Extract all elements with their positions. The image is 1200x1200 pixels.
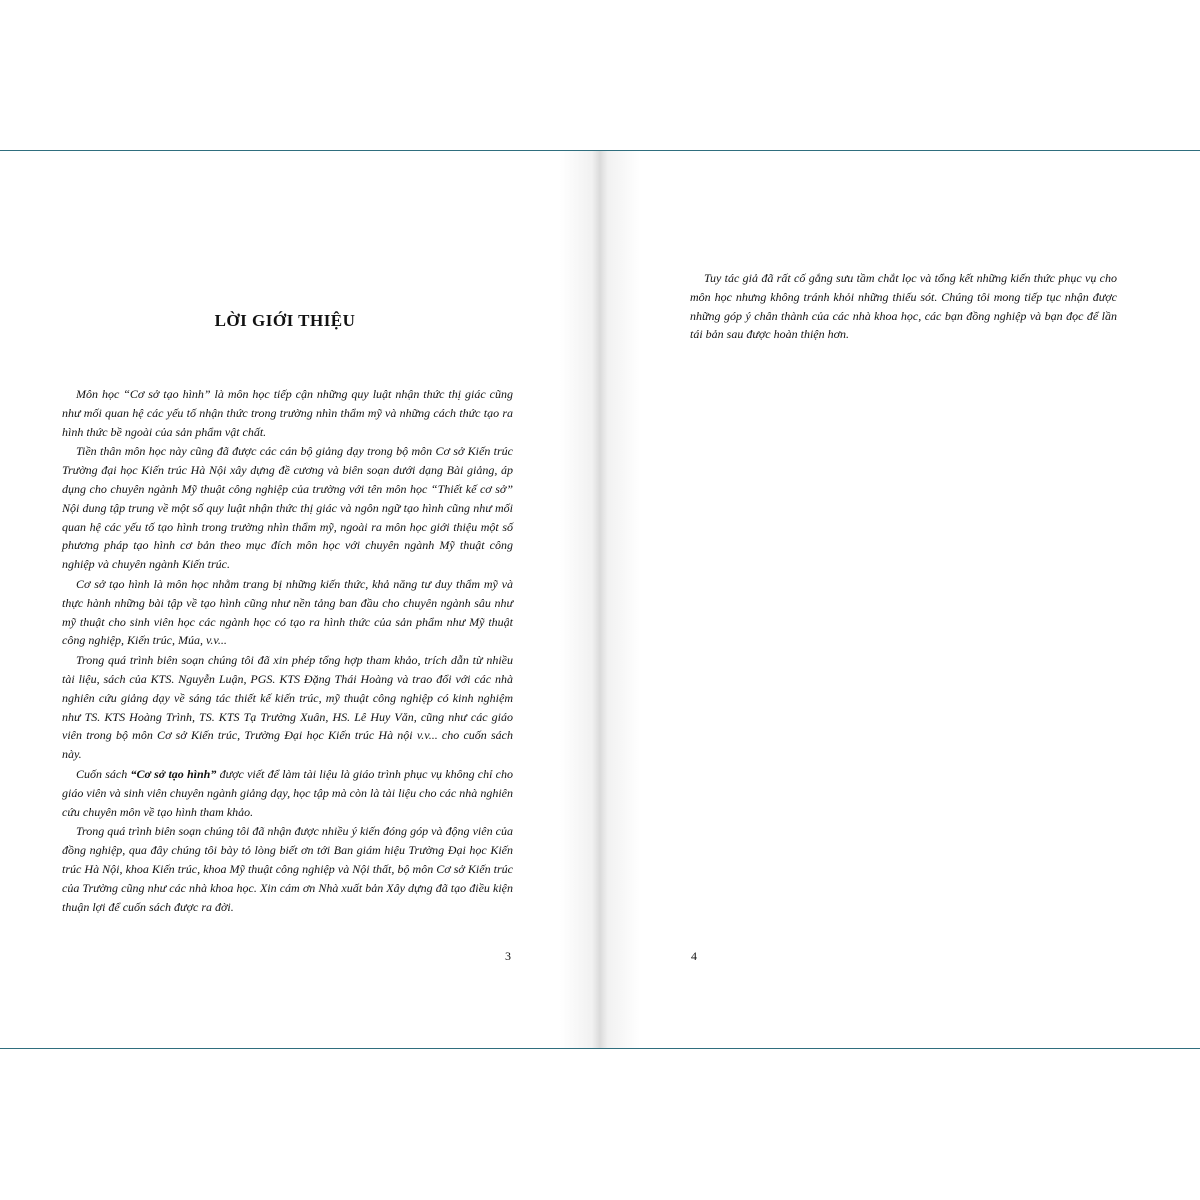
right-page-body [690, 269, 1117, 345]
paragraph: Tuy tác giả đã rất cố gắng sưu tầm chắt lọc và tổng kết những kiến thức phục vụ cho môn học nhưng không tránh khỏi những thiếu sót. Chúng tôi mong tiếp tục nhận được những góp ý chân thành của các nhà khoa học, các bạn đồng nghiệp và bạn đọc để lần tái bản sau được hoàn thiện hơn. [690, 271, 1117, 342]
page-number: 4 [691, 949, 697, 963]
bottom-border-line [0, 1048, 1200, 1049]
paragraph: Trong quá trình biên soạn chúng tôi đã nhận được nhiều ý kiến đóng góp và động viên của đồng nghiệp, qua đây chúng tôi bày tỏ lòng biết ơn tới Ban giám hiệu Trường Đại học Kiến trúc Hà Nội, khoa Kiến trúc, khoa Mỹ thuật công nghiệp và Nội thất, bộ môn Cơ sở Kiến trúc của Trường cũng như các nhà khoa học. Xin cám ơn Nhà xuất bản Xây dựng đã tạo điều kiện thuận lợi để cuốn sách được ra đời. [62, 824, 513, 914]
left-page [0, 151, 600, 1048]
paragraph: Cơ sở tạo hình là môn học nhằm trang bị những kiến thức, khả năng tư duy thẩm mỹ và thực hành những bài tập về tạo hình cũng như nền tảng ban đầu cho chuyên ngành sâu như mỹ thuật cho sinh viên học các ngành học có tạo ra hình thức của sản phẩm như Mỹ thuật công nghiệp, Kiến trúc, Múa, v.v... [62, 576, 513, 648]
paragraph-rest: được viết để làm tài liệu là giáo trình phục vụ không chỉ cho giáo viên và sinh viên chuyên ngành giảng dạy, học tập mà còn là tài liệu cho các nhà nghiên cứu chuyên môn về tạo hình tham khảo. [62, 766, 513, 819]
paragraph: Môn học “Cơ sở tạo hình” là môn học tiếp cận những quy luật nhận thức thị giác cũng như mối quan hệ các yếu tố nhận thức trong trường nhìn thẩm mỹ và những cách thức tạo ra hình thức bề ngoài của sản phẩm vật chất. [62, 387, 513, 439]
book-spread [0, 151, 1200, 1048]
paragraph: Trong quá trình biên soạn chúng tôi đã xin phép tổng hợp tham khảo, trích dẫn từ nhiều tài liệu, sách của KTS. Nguyễn Luận, PGS. KTS Đặng Thái Hoàng và trao đổi với các nhà nghiên cứu giảng dạy về sáng tác thiết kế kiến trúc, mỹ thuật công nghiệp có kinh nghiệm như TS. KTS Hoàng Trình, TS. KTS Tạ Trường Xuân, HS. Lê Huy Văn, cũng như các giáo viên trong bộ môn Cơ sở Kiến trúc, Trường Đại học Kiến trúc Hà nội v.v... cho cuốn sách này. [62, 653, 513, 762]
book-title-emphasis: “Cơ sở tạo hình” [130, 766, 217, 781]
paragraph-lead: Cuốn sách [76, 766, 131, 781]
right-page [600, 151, 1200, 1048]
page-number: 3 [505, 949, 511, 963]
paragraph: Tiền thân môn học này cũng đã được các cán bộ giảng dạy trong bộ môn Cơ sở Kiến trúc Trường đại học Kiến trúc Hà Nội xây dựng đề cương và biên soạn dưới dạng Bài giảng, áp dụng cho chuyên ngành Mỹ thuật công nghiệp của trường với tên môn học “Thiết kế cơ sở” Nội dung tập trung về một số quy luật nhận thức thị giác và ngôn ngữ tạo hình cũng như mối quan hệ các yếu tố tạo hình trong trường nhìn thẩm mỹ, ngoài ra môn học giới thiệu một số phương pháp tạo hình cơ bản theo mục đích môn học với chuyên ngành Mỹ thuật công nghiệp và chuyên ngành Kiến trúc. [62, 444, 513, 572]
page-title: LỜI GIỚI THIỆU [214, 311, 356, 330]
left-page-body [62, 385, 513, 917]
paragraph [62, 765, 513, 821]
